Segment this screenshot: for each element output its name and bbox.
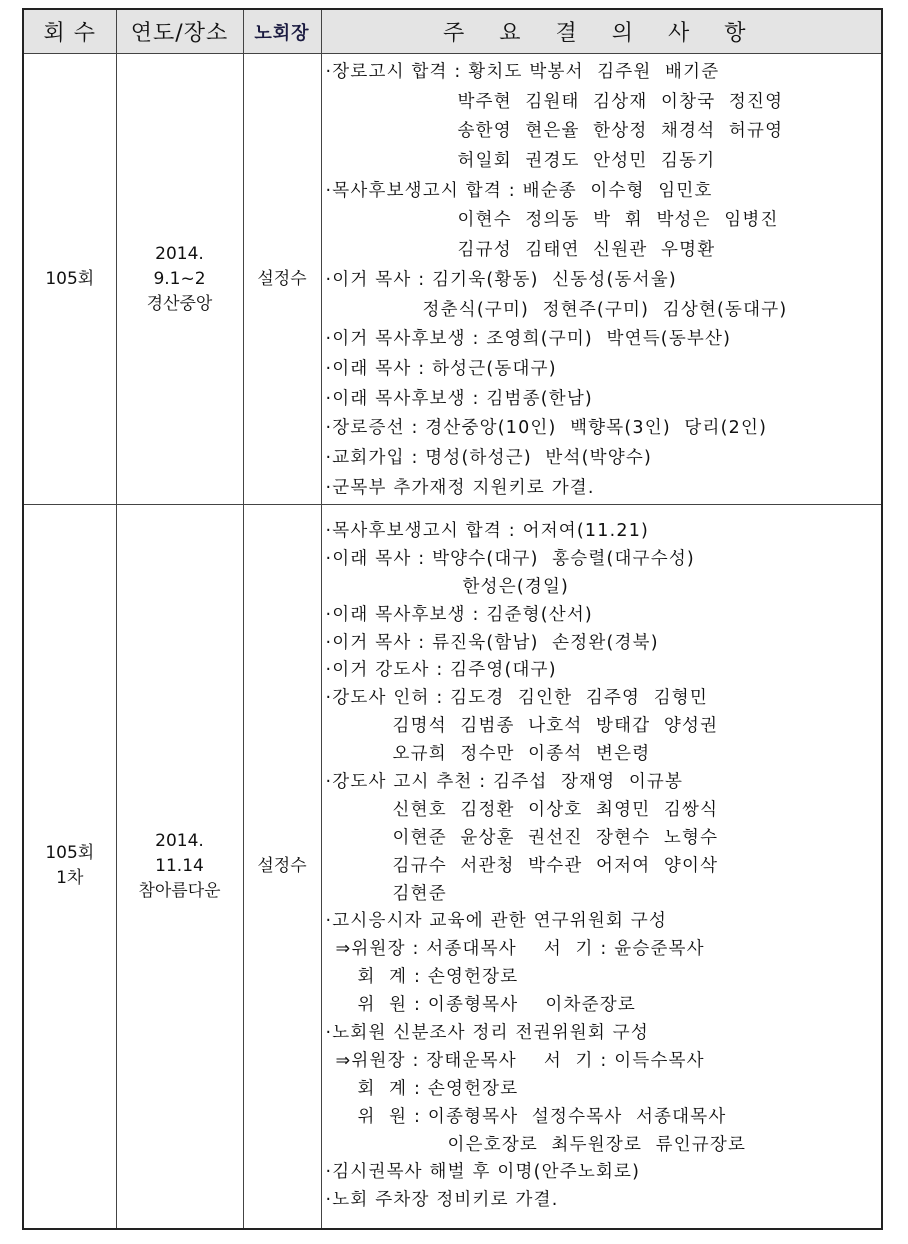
resolution-line: 이현수 정의동 박 휘 박성은 임병진 bbox=[457, 210, 779, 231]
round-cell bbox=[23, 505, 116, 1229]
resolution-line: 위 원 : 이종형목사 이차준장로 bbox=[357, 995, 636, 1016]
resolution-line: 송한영 현은율 한상정 채경석 허규영 bbox=[457, 121, 784, 142]
resolution-line: ·이거 강도사 : 김주영(대구) bbox=[325, 660, 557, 681]
year-text: 2014. bbox=[155, 243, 204, 264]
resolution-line: ·이래 목사후보생 : 김준형(산서) bbox=[325, 604, 593, 625]
table-row bbox=[23, 505, 882, 1229]
resolution-line: ⇒위원장 : 서종대목사 서 기 : 윤승준목사 bbox=[335, 939, 705, 960]
header-moderator: 노회장 bbox=[243, 9, 321, 54]
resolution-line: ·군목부 추가재정 지원키로 가결. bbox=[325, 477, 595, 498]
round-text: 105회 bbox=[45, 268, 95, 289]
resolution-line: 김규수 서관청 박수관 어저여 양이삭 bbox=[392, 855, 719, 876]
resolution-line: 위 원 : 이종형목사 설정수목사 서종대목사 bbox=[357, 1106, 727, 1127]
resolution-line: ·고시응시자 교육에 관한 연구위원회 구성 bbox=[325, 911, 668, 932]
resolution-line: 한성은(경일) bbox=[462, 576, 570, 597]
resolution-line: 회 계 : 손영헌장로 bbox=[357, 967, 519, 988]
resolution-line: ·장로증선 : 경산중앙(10인) 백향목(3인) 당리(2인) bbox=[325, 418, 768, 439]
resolution-line: ·강도사 고시 추천 : 김주섭 장재영 이규봉 bbox=[325, 772, 684, 793]
resolution-line: 박주현 김원태 김상재 이창국 정진영 bbox=[457, 91, 784, 112]
resolution-line: ·목사후보생고시 합격 : 어저여(11.21) bbox=[325, 521, 650, 541]
table-row bbox=[23, 54, 882, 505]
date-text: 9.1~2 bbox=[153, 268, 206, 289]
header-resolutions: 주 요 결 의 사 항 bbox=[321, 9, 882, 54]
resolution-line: 김규성 김태연 신원관 우명환 bbox=[457, 240, 716, 261]
resolution-line: ·이거 목사 : 김기욱(황동) 신동성(동서울) bbox=[325, 269, 677, 290]
resolution-line: 정춘식(구미) 정현주(구미) 김상현(동대구) bbox=[422, 299, 788, 320]
header-round: 회 수 bbox=[23, 9, 116, 54]
resolutions-cell bbox=[321, 54, 882, 505]
resolution-line: ·장로고시 합격 : 황치도 박봉서 김주원 배기준 bbox=[325, 62, 720, 82]
resolution-line: ·노회 주차장 정비키로 가결. bbox=[325, 1190, 559, 1211]
resolution-line: 허일회 권경도 안성민 김동기 bbox=[457, 151, 716, 172]
resolution-line: 오규희 정수만 이종석 변은령 bbox=[392, 744, 651, 765]
moderator-cell: 설정수 bbox=[243, 54, 321, 505]
resolution-line: 이은호장로 최두원장로 류인규장로 bbox=[447, 1134, 747, 1155]
year-place-cell bbox=[116, 505, 243, 1229]
resolution-line: ·이거 목사 : 류진욱(함남) 손정완(경북) bbox=[325, 632, 659, 653]
header-year-place: 연도/장소 bbox=[116, 9, 243, 54]
resolution-line: ⇒위원장 : 장태운목사 서 기 : 이득수목사 bbox=[335, 1050, 705, 1071]
resolution-line: ·이래 목사 : 하성근(동대구) bbox=[325, 358, 557, 379]
resolution-line: ·노회원 신분조사 정리 전권위원회 구성 bbox=[325, 1023, 649, 1044]
resolution-line: ·김시권목사 해벌 후 이명(안주노회로) bbox=[325, 1162, 641, 1183]
resolution-line: ·목사후보생고시 합격 : 배순종 이수형 임민호 bbox=[325, 180, 713, 201]
header-row bbox=[23, 9, 882, 54]
resolution-line: ·강도사 인허 : 김도경 김인한 김주영 김형민 bbox=[325, 688, 709, 709]
moderator-cell: 설정수 bbox=[243, 505, 321, 1229]
resolution-line: ·이래 목사 : 박양수(대구) 홍승렬(대구수성) bbox=[325, 548, 695, 569]
round-sub-text: 1차 bbox=[56, 868, 84, 889]
resolutions-cell bbox=[321, 505, 882, 1229]
resolution-line: 이현준 윤상훈 권선진 장현수 노형수 bbox=[392, 827, 719, 848]
place-text: 경산중앙 bbox=[146, 293, 213, 314]
resolution-line: ·이거 목사후보생 : 조영희(구미) 박연득(동부산) bbox=[325, 329, 732, 350]
resolution-line: 신현호 김정환 이상호 최영민 김쌍식 bbox=[392, 799, 719, 820]
resolution-line: 회 계 : 손영헌장로 bbox=[357, 1078, 519, 1099]
place-text: 참아름다운 bbox=[138, 880, 221, 901]
year-text: 2014. bbox=[155, 830, 204, 851]
year-place-cell bbox=[116, 54, 243, 505]
resolution-line: 김현준 bbox=[392, 883, 447, 904]
resolution-line: ·이래 목사후보생 : 김범종(한남) bbox=[325, 388, 593, 409]
resolutions-table bbox=[22, 8, 883, 1230]
date-text: 11.14 bbox=[155, 855, 204, 876]
round-cell bbox=[23, 54, 116, 505]
round-text: 105회 bbox=[45, 843, 95, 864]
resolution-line: 김명석 김범종 나호석 방태갑 양성권 bbox=[392, 716, 719, 737]
resolution-line: ·교회가입 : 명성(하성근) 반석(박양수) bbox=[325, 447, 652, 468]
